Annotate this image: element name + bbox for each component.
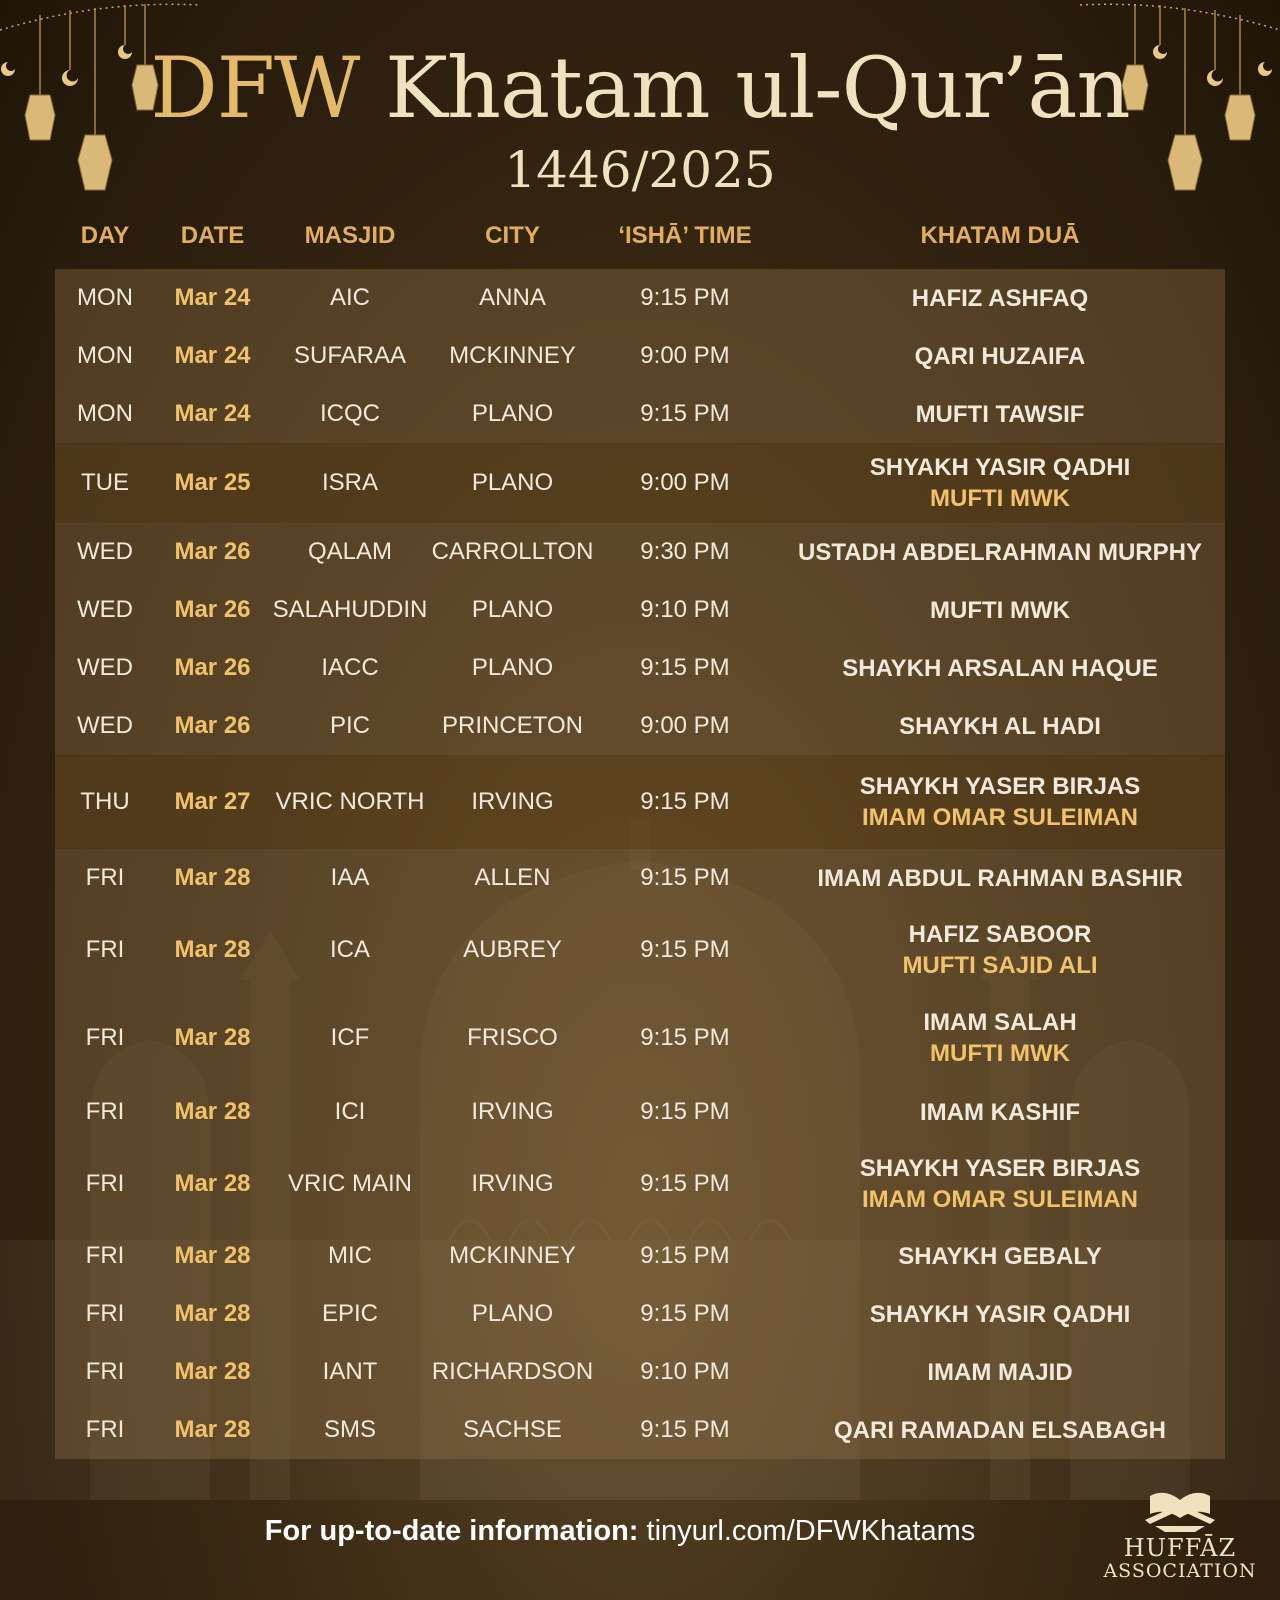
imam-name: IMAM ABDUL RAHMAN BASHIR	[817, 864, 1183, 892]
huffaz-association-logo	[1095, 1478, 1265, 1588]
cell-time: 9:15 PM	[640, 1300, 730, 1327]
table-row	[55, 581, 1225, 639]
cell-khatam-dua	[775, 1343, 1225, 1401]
table-row	[55, 639, 1225, 697]
cell-khatam-dua	[775, 443, 1225, 523]
day-group-friday	[55, 849, 1225, 1459]
table-row	[55, 907, 1225, 993]
cell-khatam-dua	[775, 697, 1225, 755]
cell-city: CARROLLTON	[431, 538, 594, 565]
cell-khatam-dua	[775, 269, 1225, 327]
cell-masjid: EPIC	[321, 1300, 378, 1327]
cell-date: Mar 24	[174, 400, 251, 427]
footer-link[interactable]: tinyurl.com/DFWKhatams	[646, 1515, 976, 1547]
cell-city: SACHSE	[463, 1416, 562, 1443]
cell-masjid: QALAM	[307, 538, 393, 565]
cell-time: 9:10 PM	[640, 1358, 730, 1385]
column-header-masjid: MASJID	[304, 222, 396, 249]
cell-date: Mar 28	[174, 1300, 251, 1327]
cell-date: Mar 28	[174, 936, 251, 963]
cell-khatam-dua	[775, 1141, 1225, 1227]
cell-city: IRVING	[471, 1098, 554, 1125]
cell-time: 9:15 PM	[640, 1098, 730, 1125]
cell-day: FRI	[85, 1358, 125, 1385]
imam-name: IMAM MAJID	[927, 1358, 1073, 1386]
cell-city: PLANO	[471, 400, 554, 427]
cell-khatam-dua	[775, 1285, 1225, 1343]
cell-khatam-dua	[775, 639, 1225, 697]
day-group-thursday	[55, 755, 1225, 849]
cell-date: Mar 24	[174, 284, 251, 311]
imam-name-secondary: IMAM OMAR SULEIMAN	[862, 1186, 1138, 1213]
imam-name-secondary: IMAM OMAR SULEIMAN	[862, 804, 1138, 831]
column-header-isha-time: ‘ISHĀ’ TIME	[618, 222, 752, 249]
cell-date: Mar 28	[174, 1416, 251, 1443]
page-title-main: Khatam ul-Qur’ān	[359, 39, 1130, 137]
table-row	[55, 1343, 1225, 1401]
cell-khatam-dua	[775, 385, 1225, 443]
page-title-accent: DFW	[150, 39, 360, 137]
cell-khatam-dua	[775, 993, 1225, 1083]
table-row	[55, 849, 1225, 907]
imam-name-secondary: MUFTI SAJID ALI	[902, 952, 1098, 979]
cell-day: TUE	[81, 469, 129, 496]
cell-city: PLANO	[471, 596, 554, 623]
imam-name: HAFIZ SABOOR	[908, 921, 1092, 948]
cell-date: Mar 26	[174, 596, 251, 623]
cell-masjid: ISRA	[321, 469, 378, 496]
cell-day: MON	[77, 342, 133, 369]
cell-date: Mar 28	[174, 1098, 251, 1125]
cell-time: 9:00 PM	[640, 342, 730, 369]
cell-city: ANNA	[479, 284, 546, 311]
cell-city: MCKINNEY	[449, 342, 576, 369]
logo-name: HUFFĀZ	[1123, 1534, 1237, 1562]
cell-city: RICHARDSON	[431, 1358, 594, 1385]
cell-masjid: ICQC	[320, 400, 380, 427]
cell-masjid: SUFARAA	[293, 342, 407, 369]
schedule-table	[55, 269, 1225, 1459]
cell-khatam-dua	[775, 327, 1225, 385]
cell-city: ALLEN	[474, 864, 551, 891]
cell-time: 9:15 PM	[640, 400, 730, 427]
cell-day: WED	[77, 712, 133, 739]
cell-day: WED	[77, 654, 133, 681]
cell-city: FRISCO	[467, 1024, 558, 1051]
table-row	[55, 1083, 1225, 1141]
cell-day: FRI	[85, 1098, 125, 1125]
cell-khatam-dua	[775, 907, 1225, 993]
cell-time: 9:15 PM	[640, 1416, 730, 1443]
imam-name-secondary: MUFTI MWK	[930, 485, 1070, 512]
imam-name: HAFIZ ASHFAQ	[911, 284, 1089, 312]
cell-date: Mar 26	[174, 538, 251, 565]
imam-name: SHYAKH YASIR QADHI	[869, 454, 1131, 481]
cell-day: FRI	[85, 1416, 125, 1443]
imam-name: USTADH ABDELRAHMAN MURPHY	[798, 538, 1202, 566]
column-header-date: DATE	[180, 222, 245, 249]
footer-info	[200, 1515, 1040, 1548]
cell-day: WED	[77, 538, 133, 565]
cell-day: MON	[77, 400, 133, 427]
cell-city: PRINCETON	[442, 712, 583, 739]
logo-subtitle: ASSOCIATION	[1103, 1560, 1257, 1582]
table-row	[55, 1141, 1225, 1227]
cell-day: FRI	[85, 936, 125, 963]
cell-date: Mar 28	[174, 1024, 251, 1051]
cell-city: PLANO	[471, 469, 554, 496]
table-row	[55, 755, 1225, 849]
table-row	[55, 523, 1225, 581]
cell-day: MON	[77, 284, 133, 311]
cell-time: 9:15 PM	[640, 284, 730, 311]
imam-name: SHAYKH YASER BIRJAS	[859, 1155, 1141, 1182]
cell-day: FRI	[85, 1170, 125, 1197]
cell-day: THU	[80, 788, 130, 815]
imam-name: SHAYKH AL HADI	[899, 712, 1101, 740]
cell-date: Mar 28	[174, 1170, 251, 1197]
cell-date: Mar 28	[174, 864, 251, 891]
cell-time: 9:00 PM	[640, 469, 730, 496]
cell-date: Mar 28	[174, 1358, 251, 1385]
cell-time: 9:15 PM	[640, 936, 730, 963]
cell-masjid: VRIC NORTH	[275, 788, 425, 815]
imam-name: QARI RAMADAN ELSABAGH	[834, 1416, 1166, 1444]
imam-name: SHAYKH ARSALAN HAQUE	[842, 654, 1158, 682]
cell-day: FRI	[85, 1300, 125, 1327]
cell-time: 9:15 PM	[640, 864, 730, 891]
cell-khatam-dua	[775, 755, 1225, 849]
cell-date: Mar 25	[174, 469, 251, 496]
cell-masjid: SMS	[323, 1416, 376, 1443]
day-group-wednesday	[55, 523, 1225, 755]
cell-khatam-dua	[775, 849, 1225, 907]
cell-time: 9:15 PM	[640, 654, 730, 681]
imam-name: MUFTI MWK	[930, 596, 1070, 624]
cell-khatam-dua	[775, 1083, 1225, 1141]
cell-time: 9:00 PM	[640, 712, 730, 739]
cell-city: PLANO	[471, 654, 554, 681]
table-row	[55, 697, 1225, 755]
cell-khatam-dua	[775, 1227, 1225, 1285]
imam-name: SHAYKH YASER BIRJAS	[859, 773, 1141, 800]
cell-time: 9:30 PM	[640, 538, 730, 565]
cell-masjid: IAA	[330, 864, 370, 891]
table-row	[55, 327, 1225, 385]
column-header-city: CITY	[485, 222, 540, 249]
cell-masjid: ICA	[329, 936, 370, 963]
book-stand-icon	[1095, 1478, 1265, 1534]
cell-day: WED	[77, 596, 133, 623]
cell-masjid: IANT	[322, 1358, 378, 1385]
table-row	[55, 443, 1225, 523]
cell-khatam-dua	[775, 581, 1225, 639]
cell-day: FRI	[85, 864, 125, 891]
cell-time: 9:15 PM	[640, 1170, 730, 1197]
cell-time: 9:15 PM	[640, 1242, 730, 1269]
cell-date: Mar 26	[174, 712, 251, 739]
cell-masjid: ICF	[330, 1024, 370, 1051]
column-header-khatam-dua: KHATAM DUĀ	[920, 222, 1080, 249]
table-row	[55, 1401, 1225, 1459]
cell-masjid: MIC	[328, 1242, 372, 1269]
cell-day: FRI	[85, 1024, 125, 1051]
imam-name: MUFTI TAWSIF	[915, 400, 1085, 428]
cell-date: Mar 28	[174, 1242, 251, 1269]
imam-name: IMAM KASHIF	[920, 1098, 1080, 1126]
table-row	[55, 993, 1225, 1083]
table-row	[55, 1227, 1225, 1285]
cell-khatam-dua	[775, 1401, 1225, 1459]
imam-name: SHAYKH YASIR QADHI	[869, 1300, 1131, 1328]
cell-masjid: PIC	[329, 712, 370, 739]
cell-khatam-dua	[775, 523, 1225, 581]
cell-date: Mar 27	[174, 788, 251, 815]
cell-time: 9:15 PM	[640, 1024, 730, 1051]
page-title	[0, 38, 1280, 138]
imam-name-secondary: MUFTI MWK	[930, 1040, 1070, 1067]
page-subtitle-year: 1446/2025	[504, 141, 776, 199]
cell-time: 9:10 PM	[640, 596, 730, 623]
day-group-monday	[55, 269, 1225, 443]
cell-city: MCKINNEY	[449, 1242, 576, 1269]
cell-masjid: ICI	[334, 1098, 366, 1125]
imam-name: SHAYKH GEBALY	[898, 1242, 1102, 1270]
cell-masjid: IACC	[321, 654, 379, 681]
cell-city: IRVING	[471, 1170, 554, 1197]
day-group-tuesday	[55, 443, 1225, 523]
table-row	[55, 385, 1225, 443]
cell-masjid: VRIC MAIN	[287, 1170, 412, 1197]
cell-city: PLANO	[471, 1300, 554, 1327]
cell-masjid: AIC	[329, 284, 370, 311]
cell-date: Mar 26	[174, 654, 251, 681]
cell-time: 9:15 PM	[640, 788, 730, 815]
column-header-day: DAY	[80, 222, 130, 249]
imam-name: QARI HUZAIFA	[914, 342, 1086, 370]
table-row	[55, 1285, 1225, 1343]
cell-city: AUBREY	[463, 936, 562, 963]
table-row	[55, 269, 1225, 327]
cell-city: IRVING	[471, 788, 554, 815]
footer-label: For up-to-date information:	[264, 1515, 639, 1547]
cell-day: FRI	[85, 1242, 125, 1269]
cell-masjid: SALAHUDDIN	[272, 596, 428, 623]
imam-name: IMAM SALAH	[923, 1009, 1077, 1036]
cell-date: Mar 24	[174, 342, 251, 369]
